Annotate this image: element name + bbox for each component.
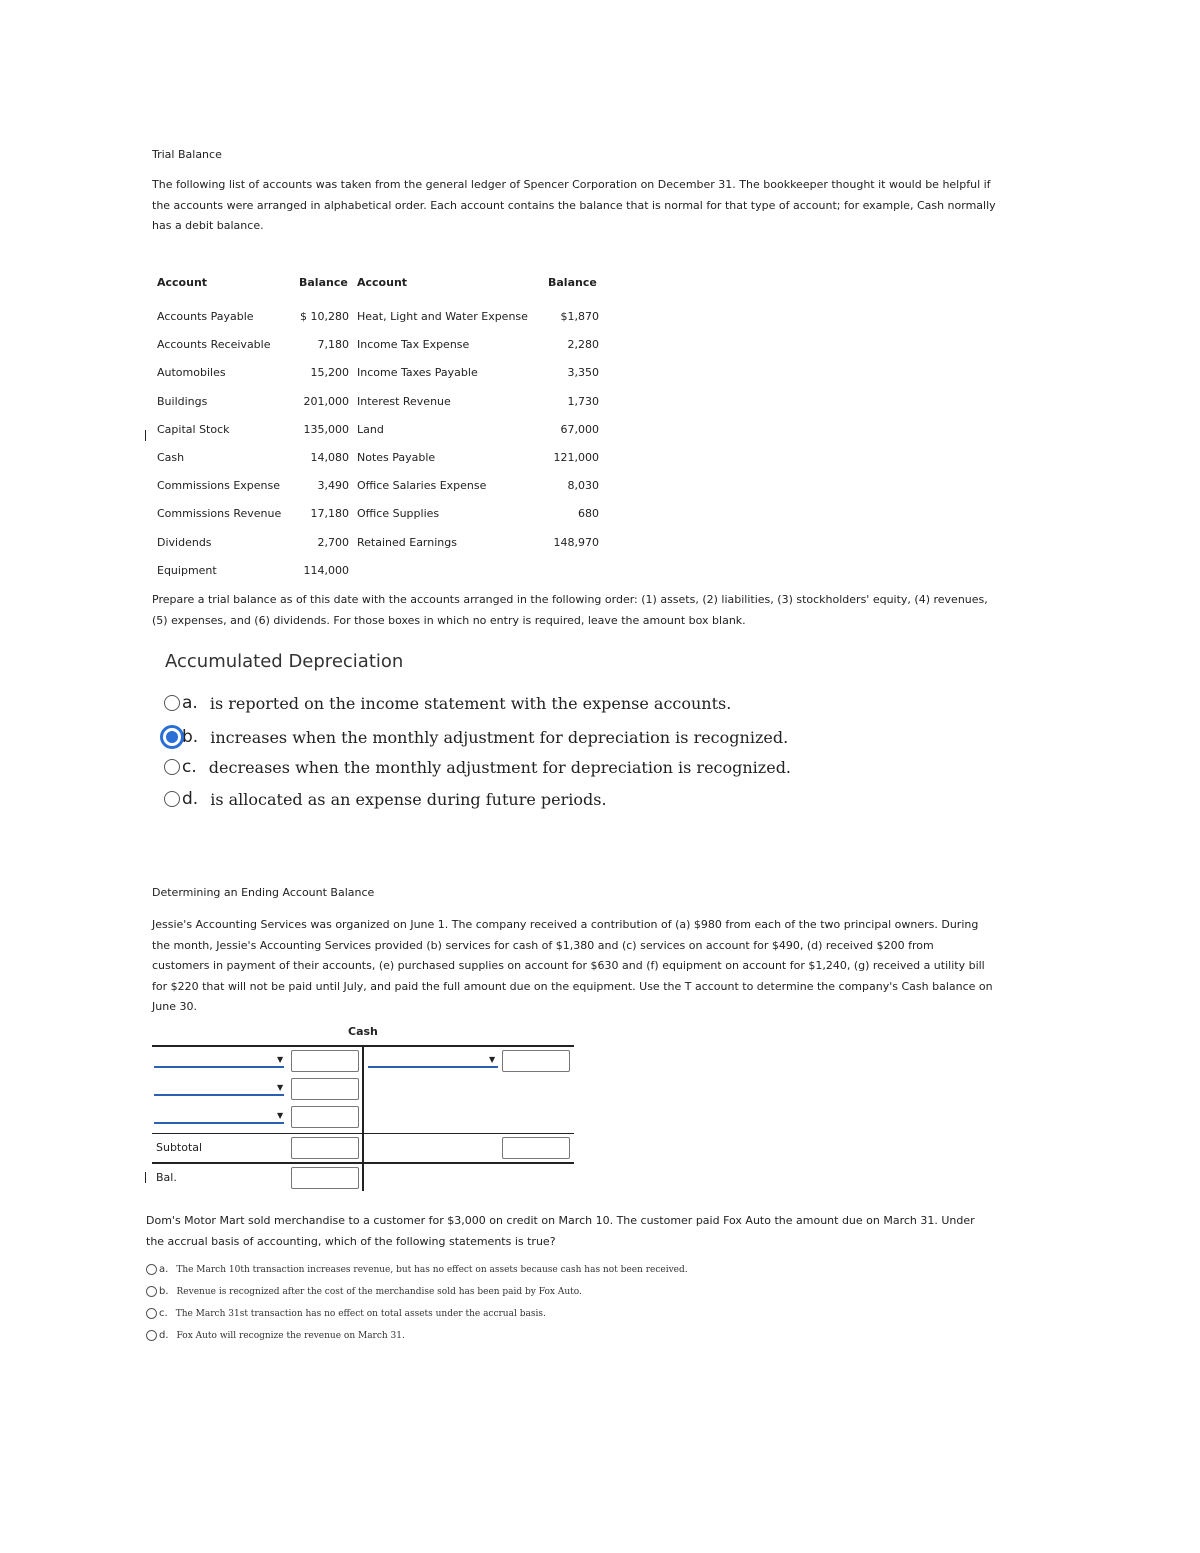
question1-option[interactable] xyxy=(164,725,788,749)
option-text: increases when the monthly adjustment for depreciation is recognized. xyxy=(210,727,789,747)
header-balance-2: Balance xyxy=(548,276,597,289)
ledger-account: Accounts Receivable xyxy=(157,338,271,352)
question1-option[interactable] xyxy=(164,757,791,777)
instruction-line: Prepare a trial balance as of this date with the accounts arranged in the following order: (1) assets, (2) liabilities, (3) stockholders' equity, (4) revenues, xyxy=(152,593,988,606)
chevron-down-icon: ▼ xyxy=(277,1111,284,1120)
ledger-balance: 7,180 xyxy=(317,338,349,352)
instruction-line: (5) expenses, and (6) dividends. For those boxes in which no entry is required, leave the amount box blank. xyxy=(152,613,746,627)
credit-amount-1[interactable] xyxy=(502,1050,570,1072)
header-balance: Balance xyxy=(299,276,348,289)
ledger-balance: 114,000 xyxy=(303,563,349,577)
ledger-balance-2: $1,870 xyxy=(560,310,599,323)
cursor-mark xyxy=(145,430,146,441)
subtotal-line xyxy=(152,1133,574,1134)
ending-balance-text xyxy=(152,915,1072,1018)
intro-line: the accounts were arranged in alphabetical order. Each account contains the balance that is normal for that type of account; for example, Cash normally xyxy=(152,198,996,212)
ledger-balance-2: 148,970 xyxy=(553,535,599,549)
header-account: Account xyxy=(157,276,208,289)
radio-button[interactable] xyxy=(146,1264,157,1275)
question1-option[interactable] xyxy=(164,693,731,713)
radio-button[interactable] xyxy=(164,695,180,711)
option-letter: b. xyxy=(159,1286,169,1297)
text-line: Dom's Motor Mart sold merchandise to a customer for $3,000 on credit on March 10. The customer paid Fox Auto the amount due on March 31. Under xyxy=(146,1214,975,1227)
ledger-balance-2: 680 xyxy=(578,507,599,521)
ledger-balance-2: 67,000 xyxy=(560,422,599,436)
header-account-2: Account xyxy=(357,276,408,289)
t-account-title: Cash xyxy=(348,1025,378,1038)
ledger-balance-2: 1,730 xyxy=(567,394,599,408)
ledger-balance: 15,200 xyxy=(310,366,349,380)
option-text: Revenue is recognized after the cost of the merchandise sold has been paid by Fox Auto. xyxy=(176,1286,582,1297)
option-text: is reported on the income statement with the expense accounts. xyxy=(209,693,732,713)
ledger-account-2: Notes Payable xyxy=(357,451,436,464)
trial-balance-intro xyxy=(152,175,1072,237)
option-text: is allocated as an expense during future periods. xyxy=(210,789,607,809)
text-line: the accrual basis of accounting, which of the following statements is true? xyxy=(146,1234,556,1248)
ledger-account: Capital Stock xyxy=(157,422,230,436)
option-letter: b. xyxy=(182,727,199,747)
ledger-account: Accounts Payable xyxy=(157,310,254,323)
chevron-down-icon: ▼ xyxy=(277,1083,284,1092)
text-line: customers in payment of their accounts, (e) purchased supplies on account for $630 and (f) equipment on account for $1,240, (g) received a utility bill xyxy=(152,959,985,972)
option-text: Fox Auto will recognize the revenue on March 31. xyxy=(176,1330,405,1341)
ledger-balance: 135,000 xyxy=(303,422,349,436)
option-letter: d. xyxy=(159,1330,169,1341)
intro-line: The following list of accounts was taken from the general ledger of Spencer Corporation on December 31. The bookkeeper thought it would be helpful if xyxy=(152,178,991,191)
text-line: June 30. xyxy=(152,1000,197,1013)
radio-button[interactable] xyxy=(146,1286,157,1297)
question2-option[interactable] xyxy=(146,1330,405,1341)
ledger-account: Equipment xyxy=(157,563,217,577)
t-account-center-line xyxy=(362,1045,364,1191)
question2-text xyxy=(146,1211,1066,1252)
ledger-account: Commissions Revenue xyxy=(157,507,282,521)
ledger-account-2: Interest Revenue xyxy=(357,394,451,408)
trial-balance-title: Trial Balance xyxy=(152,148,222,161)
ledger-account-2: Retained Earnings xyxy=(357,535,457,549)
radio-button[interactable] xyxy=(164,791,180,807)
ending-balance-title: Determining an Ending Account Balance xyxy=(152,886,375,899)
balance-line xyxy=(152,1162,574,1164)
text-line: the month, Jessie's Accounting Services provided (b) services for cash of $1,380 and (c) services on account for $490, (d) received $200 from xyxy=(152,938,934,952)
intro-line: has a debit balance. xyxy=(152,219,264,232)
ledger-account: Commissions Expense xyxy=(157,479,281,493)
debit-amount-1[interactable] xyxy=(291,1050,359,1072)
ledger-balance-2: 121,000 xyxy=(553,451,599,464)
question2-option[interactable] xyxy=(146,1308,546,1319)
option-letter: a. xyxy=(159,1264,169,1275)
ledger-balance-2: 3,350 xyxy=(567,366,599,380)
option-letter: c. xyxy=(182,757,197,777)
ledger-account-2: Office Salaries Expense xyxy=(357,479,487,493)
ledger-account-2: Heat, Light and Water Expense xyxy=(357,310,528,323)
radio-button[interactable] xyxy=(164,759,180,775)
ledger-balance: 17,180 xyxy=(310,507,349,521)
ledger-account-2: Income Tax Expense xyxy=(357,338,470,352)
debit-amount-2[interactable] xyxy=(291,1078,359,1100)
option-text: The March 10th transaction increases revenue, but has no effect on assets because cash has not been received. xyxy=(176,1264,688,1275)
option-text: decreases when the monthly adjustment for depreciation is recognized. xyxy=(208,757,792,777)
question2-option[interactable] xyxy=(146,1264,688,1275)
debit-select-1[interactable] xyxy=(154,1054,284,1068)
ledger-account-2: Land xyxy=(357,422,384,436)
option-letter: a. xyxy=(182,693,198,713)
ledger-account: Automobiles xyxy=(157,366,226,380)
ledger-balance: $ 10,280 xyxy=(300,310,349,323)
credit-select-1[interactable] xyxy=(368,1054,498,1068)
debit-subtotal[interactable] xyxy=(291,1137,359,1159)
ledger-account-2: Income Taxes Payable xyxy=(357,366,478,380)
bal-amount[interactable] xyxy=(291,1167,359,1189)
ledger-account: Cash xyxy=(157,451,185,464)
option-text: The March 31st transaction has no effect on total assets under the accrual basis. xyxy=(175,1308,546,1319)
ledger-balance-2: 8,030 xyxy=(567,479,599,493)
question1-option[interactable] xyxy=(164,789,607,809)
ledger-balance: 201,000 xyxy=(303,394,349,408)
question1-title: Accumulated Depreciation xyxy=(165,651,404,672)
credit-subtotal[interactable] xyxy=(502,1137,570,1159)
ledger-account: Dividends xyxy=(157,535,212,549)
option-letter: d. xyxy=(182,789,199,809)
subtotal-label: Subtotal xyxy=(156,1141,203,1154)
bal-label: Bal. xyxy=(156,1171,177,1184)
debit-amount-3[interactable] xyxy=(291,1106,359,1128)
ledger-account: Buildings xyxy=(157,394,208,408)
debit-select-2[interactable] xyxy=(154,1082,284,1096)
radio-button[interactable] xyxy=(160,725,184,749)
debit-select-3[interactable] xyxy=(154,1110,284,1124)
ledger-balance-2: 2,280 xyxy=(567,338,599,352)
text-line: for $220 that will not be paid until July, and paid the full amount due on the equipment. Use the T account to determine the company's Cash balance on xyxy=(152,979,993,993)
text-line: Jessie's Accounting Services was organized on June 1. The company received a contribution of (a) $980 from each of the two principal owners. During xyxy=(152,918,979,931)
radio-button[interactable] xyxy=(146,1308,157,1319)
ledger-balance: 3,490 xyxy=(317,479,349,493)
ledger-balance: 2,700 xyxy=(317,535,349,549)
trial-balance-instructions xyxy=(152,590,1072,631)
chevron-down-icon: ▼ xyxy=(277,1055,284,1064)
option-letter: c. xyxy=(159,1308,168,1319)
question2-option[interactable] xyxy=(146,1286,582,1297)
ledger-balance: 14,080 xyxy=(310,451,349,464)
ledger-account-2: Office Supplies xyxy=(357,507,440,521)
chevron-down-icon: ▼ xyxy=(489,1055,496,1064)
radio-button[interactable] xyxy=(146,1330,157,1341)
cursor-mark xyxy=(145,1172,146,1183)
